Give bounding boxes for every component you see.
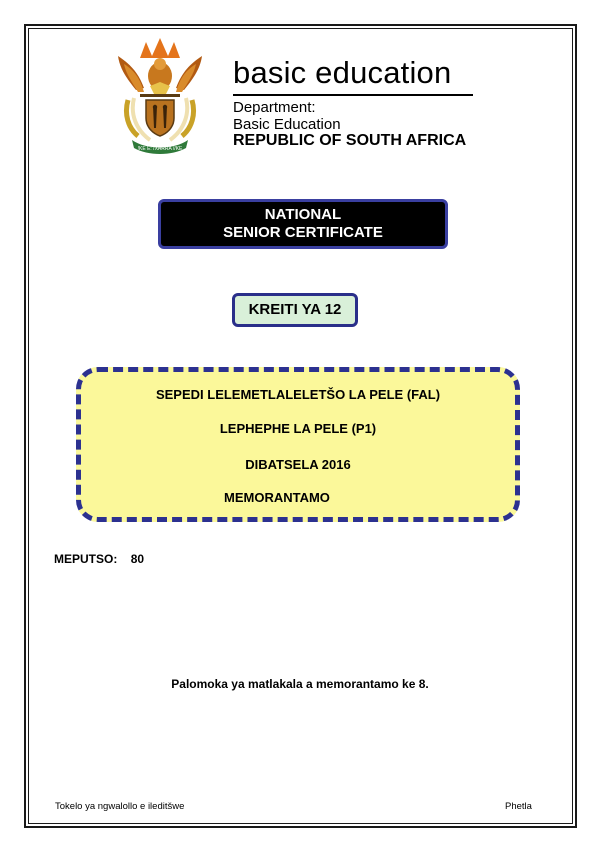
coat-of-arms-icon xyxy=(110,36,210,156)
svg-text:!KE E: /XARRA //KE: !KE E: /XARRA //KE xyxy=(137,146,183,152)
paper-number: LEPHEPHE LA PELE (P1) xyxy=(219,421,377,436)
turn-over-label: Phetla xyxy=(505,801,532,812)
country-name: REPUBLIC OF SOUTH AFRICA xyxy=(233,132,467,149)
certificate-line-1: NATIONAL xyxy=(264,206,342,223)
certificate-banner xyxy=(158,199,448,249)
exam-session: DIBATSELA 2016 xyxy=(245,457,351,472)
department-label: Department: xyxy=(233,99,316,116)
marks-value: 80 xyxy=(130,552,145,566)
page-count-note: Palomoka ya matlakala a memorantamo ke 8. xyxy=(171,677,429,691)
total-marks xyxy=(54,552,144,566)
brand-underline xyxy=(233,94,473,96)
copyright-notice: Tokelo ya ngwalollo e ileditšwe xyxy=(55,801,185,812)
marks-label: MEPUTSO: xyxy=(54,552,118,566)
department-name: Basic Education xyxy=(233,116,341,133)
subject-title: SEPEDI LELEMETLALELETŠO LA PELE (FAL) xyxy=(155,387,441,402)
subject-panel xyxy=(76,367,520,522)
brand-title: basic education xyxy=(233,55,452,90)
document-type: MEMORANTAMO xyxy=(224,490,330,505)
grade-badge: KREITI YA 12 xyxy=(232,293,358,327)
certificate-line-2: SENIOR CERTIFICATE xyxy=(223,224,383,241)
